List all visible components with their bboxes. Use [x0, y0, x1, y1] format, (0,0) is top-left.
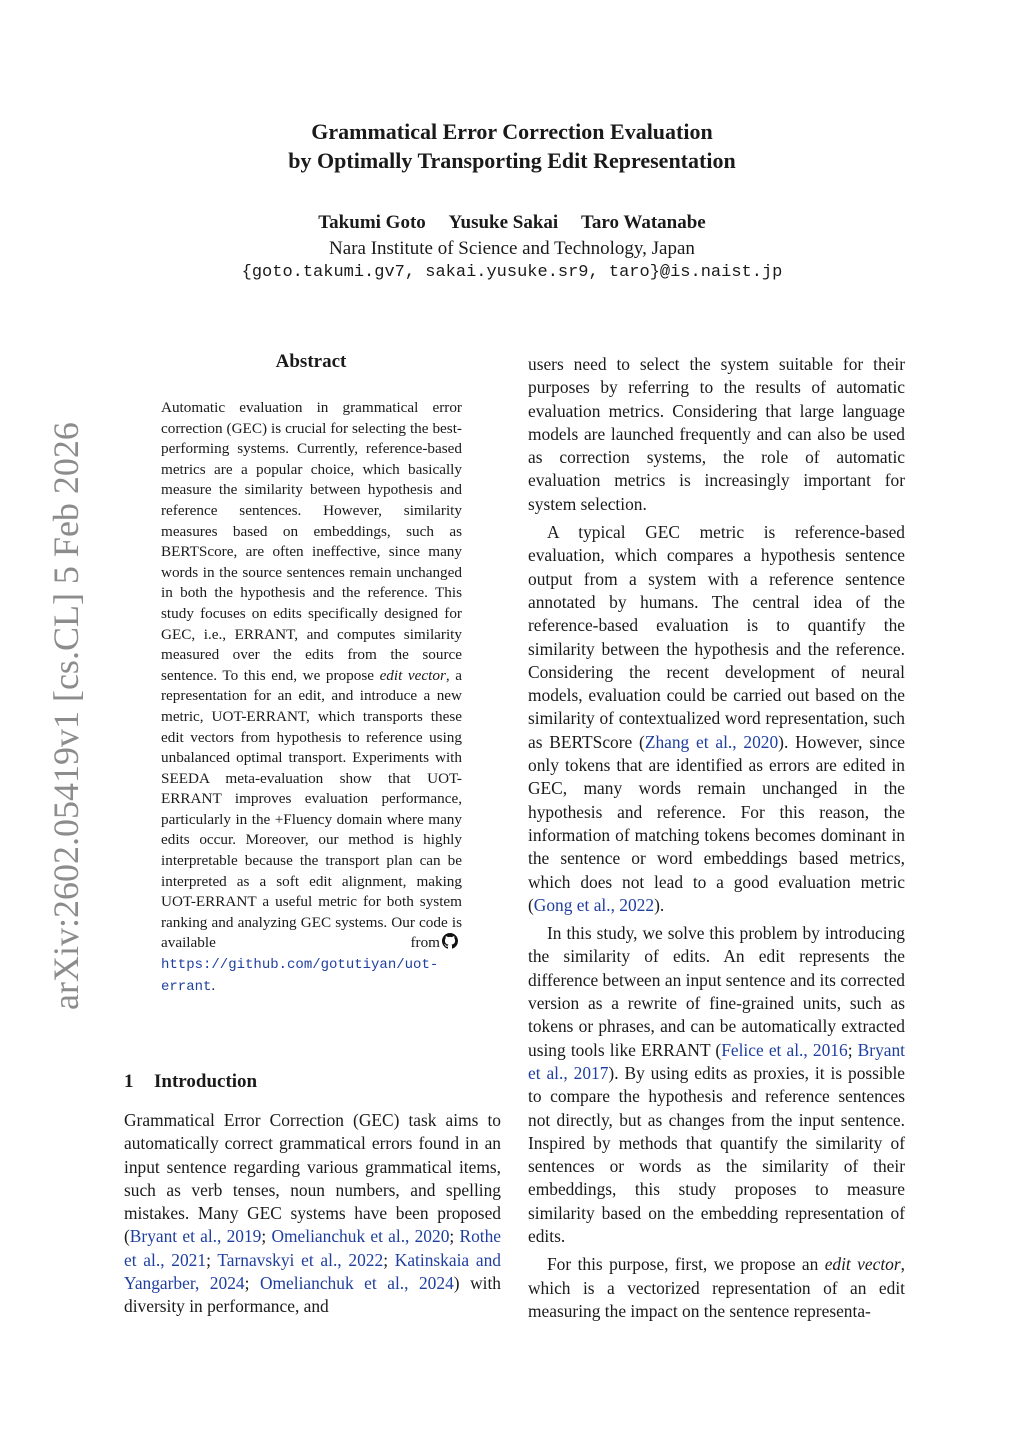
p3-text-b: ). By using edits as proxies, it is possible to compare the hypothesis and reference sentences not directly, but as changes from the input sentence. Inspired by methods that quantify the similarity of sentences or words as the similarity of their embeddings, this study proposes to measure similarity based on the embedding representation of edits.: [528, 1062, 906, 1246]
right-column-body: [528, 353, 905, 1323]
citation[interactable]: Gong et al., 2022: [533, 894, 655, 915]
citation[interactable]: Tarnavskyi et al., 2022: [217, 1249, 384, 1270]
intro-text-end: ) with diversity in performance, and: [124, 1273, 501, 1317]
github-icon: [442, 933, 458, 949]
abstract-text-2: , a representation for an edit, and introduce a new metric, UOT-ERRANT, which transports these edit vectors from hypothesis to reference using unbalanced optimal transport. Experiments with SEEDA meta-evaluation show that UOT-ERRANT improves evaluation performance, particularly in the +Fluency domain where many edits occur. Moreover, our method is highly interpretable because the transport plan can be interpreted as a soft edit alignment, making UOT-ERRANT a useful metric for both system ranking and analyzing GEC systems. Our code is available from: [161, 666, 462, 952]
p4-text-a: For this purpose, first, we propose an: [547, 1254, 825, 1275]
abstract-end: .: [211, 976, 216, 994]
p4-text-b: , which is a vectorized representation of an edit measuring the impact on the sentence representa-: [528, 1254, 905, 1321]
citation[interactable]: Bryant et al., 2019: [129, 1226, 262, 1247]
right-paragraph-2: [528, 521, 905, 917]
intro-paragraph-1: Grammatical Error Correction (GEC) task aims to automatically correct grammatical errors found in an input sentence regarding various grammatical items, such as verb tenses, noun numbers, and spelling mistakes. Many GEC systems have been proposed (Bryant et al., 2019; Omelianchuk et al., 2020; Rothe et al., 2021; Tarnavskyi et al., 2022; Katinskaia and Yangarber, 2024; Omelianchuk et al., 2024) with diversity in performance, and: [124, 1110, 502, 1317]
code-link[interactable]: https://github.com/gotutiyan/uot-errant: [161, 957, 439, 995]
citation[interactable]: Katinskaia and Yangarber, 2024: [124, 1249, 501, 1294]
abstract-text-1: Automatic evaluation in grammatical error correction (GEC) is crucial for selecting the best-performing systems. Currently, reference-based metrics are a popular choice, which basically measure the similarity between hypothesis and reference sentences. However, similarity measures based on embeddings, such as BERTScore, are often ineffective, since many words in the source sentences remain unchanged in both the hypothesis and the reference. This study focuses on edits specifically designed for GEC, i.e., ERRANT, and computes similarity measured over the edits from the source sentence. To this end, we propose: [161, 399, 462, 684]
title-line-2: by Optimally Transporting Edit Representation: [288, 148, 736, 173]
author-emails: {goto.takumi.gv7, sakai.yusuke.sr9, taro}@is.naist.jp: [241, 263, 783, 282]
citation[interactable]: Omelianchuk et al., 2024: [259, 1273, 454, 1294]
section-heading-introduction: [124, 1071, 257, 1093]
right-paragraph-4: [528, 1253, 905, 1323]
right-paragraph-3: [528, 922, 905, 1248]
p3-text-a: In this study, we solve this problem by introducing the similarity of edits. An edit represents the difference between an input sentence and its corrected version as a rewrite of fine-grained units, such as tokens or phrases, and can be automatically extracted using tools like ERRANT (: [528, 923, 905, 1060]
citation[interactable]: Felice et al., 2016: [721, 1039, 848, 1060]
left-column-body: [124, 1109, 501, 1319]
p3-separator: ;: [847, 1039, 858, 1060]
section-number: 1: [124, 1071, 134, 1092]
right-paragraph-1: users need to select the system suitable for their purposes by referring to the results of automatic evaluation metrics. Considering that large language models are launched frequently and can also be used as correction systems, the role of automatic evaluation metrics is increasingly important for system selection.: [528, 354, 905, 514]
title-line-1: Grammatical Error Correction Evaluation: [311, 119, 713, 144]
author-list: [0, 210, 1024, 236]
abstract-heading: Abstract: [275, 351, 347, 372]
abstract-term: edit vector: [379, 666, 446, 684]
arxiv-stamp: arXiv:2602.05419v1 [cs.CL] 5 Feb 2026: [46, 422, 86, 1010]
abstract-body: [161, 398, 462, 997]
section-title: Introduction: [154, 1071, 258, 1092]
p2-text-c: ).: [654, 894, 665, 915]
citation[interactable]: Omelianchuk et al., 2020: [271, 1226, 450, 1247]
citation[interactable]: Bryant et al., 2017: [528, 1039, 906, 1083]
p2-text-b: ). However, since only tokens that are identified as errors are edited in GEC, many words remain unchanged in the hypothesis and reference. For this reason, the information of matching tokens becomes dominant in the sentence or word embeddings based metrics, which does not lead to a good evaluation metric (: [528, 731, 905, 915]
p2-text-a: A typical GEC metric is reference-based evaluation, which compares a hypothesis sentence output from a system with a reference sentence annotated by humans. The central idea of the reference-based evaluation is to quantify the similarity between the hypothesis and the reference. Considering the recent development of neural models, evaluation could be carried out based on the similarity of contextualized word representation, such as BERTScore (: [528, 522, 905, 752]
intro-text: Grammatical Error Correction (GEC) task aims to automatically correct grammatical errors found in an input sentence regarding various grammatical items, such as verb tenses, noun numbers, and spelling mistakes. Many GEC systems have been proposed (: [124, 1110, 501, 1247]
author-3: Taro Watanabe: [580, 212, 706, 233]
author-2: Yusuke Sakai: [448, 212, 559, 233]
citation[interactable]: Zhang et al., 2020: [644, 731, 779, 752]
citation[interactable]: Rothe et al., 2021: [124, 1226, 502, 1270]
paper-title: [0, 117, 1024, 175]
affiliation: Nara Institute of Science and Technology, Japan: [329, 238, 695, 259]
author-1: Takumi Goto: [318, 212, 426, 233]
p4-term: edit vector: [824, 1254, 901, 1275]
